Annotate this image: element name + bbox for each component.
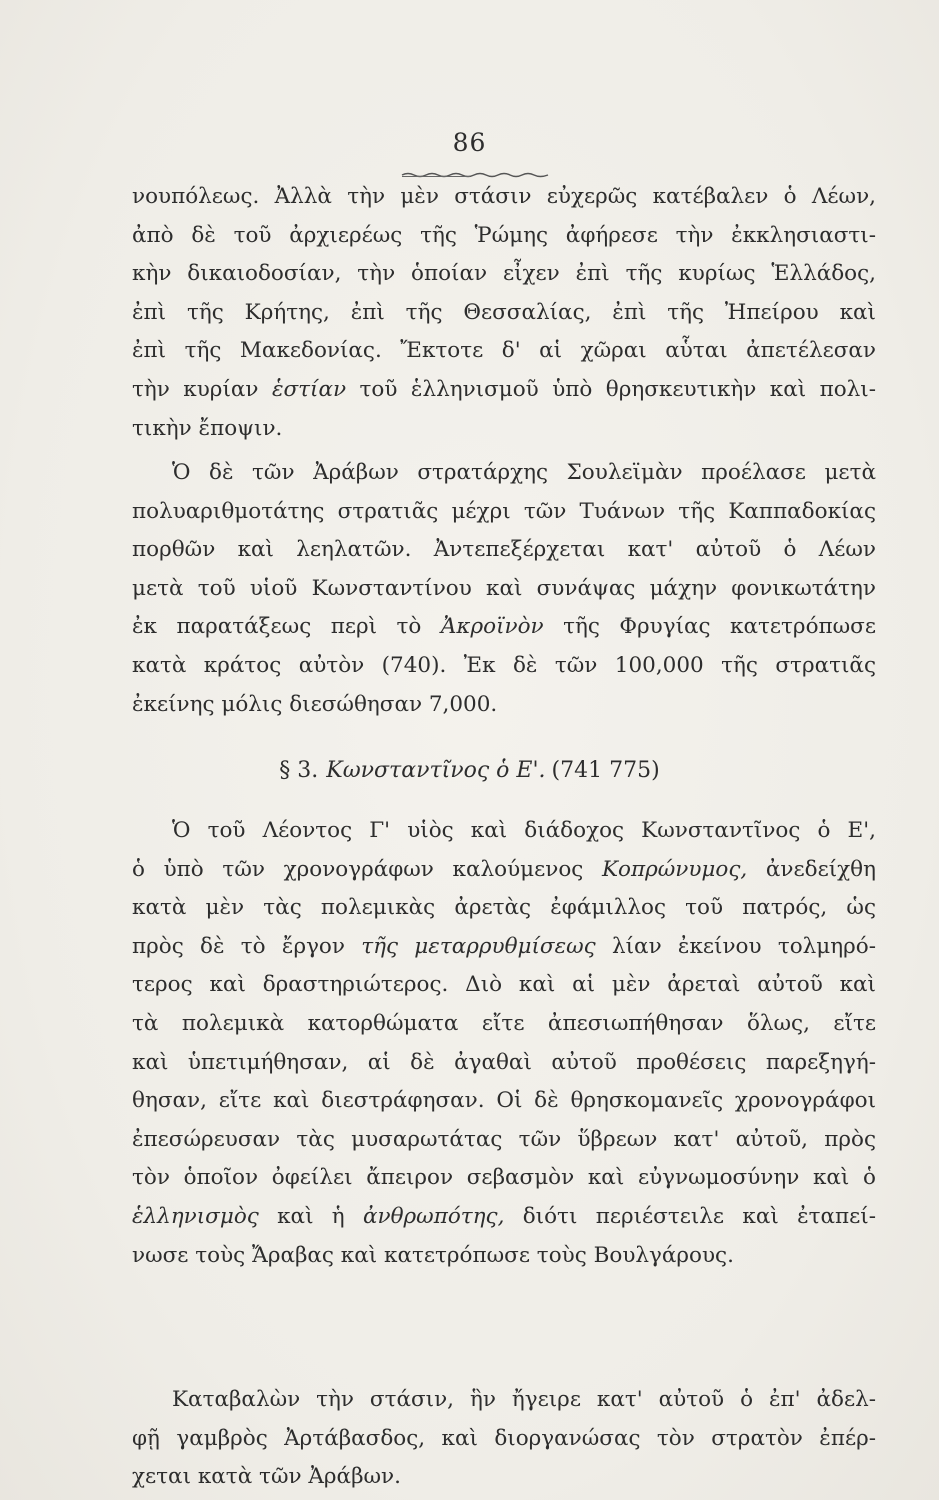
text-line: ἀπὸ δὲ τοῦ ἀρχιερέως τῆς Ῥώμης ἀφήρεσε τὴν ἐκκλησιαστι- [132, 222, 876, 248]
text-line: ἐπὶ τῆς Μακεδονίας. Ἔκτοτε δ' αἱ χῶραι αὗται ἀπετέλεσαν [132, 338, 876, 364]
text-span: τὴν κυρίαν [132, 376, 272, 402]
text-line [132, 928, 876, 967]
text-line [132, 851, 876, 890]
text-span: ἀνεδείχθη [747, 856, 876, 882]
text-line: μετὰ τοῦ υἱοῦ Κωνσταντίνου καὶ συνάψας μάχην φονικωτάτην [132, 575, 876, 601]
text-span: διότι περιέστειλε καὶ ἐταπεί- [504, 1203, 876, 1229]
text-line: τὰ πολεμικὰ κατορθώματα εἴτε ἀπεσιωπήθησαν ὅλως, εἴτε [132, 1010, 876, 1036]
text-line: τερος καὶ δραστηριώτερος. Διὸ καὶ αἱ μὲν ἀρεταὶ αὐτοῦ καὶ [132, 972, 876, 998]
italic-term: ἑλληνισμὸς [132, 1203, 259, 1229]
page-number: 86 [452, 128, 487, 157]
paragraph-4 [132, 1381, 876, 1497]
text-line: ἐπεσώρευσαν τὰς μυσαρωτάτας τῶν ὕβρεων κατ' αὐτοῦ, πρὸς [132, 1126, 876, 1152]
text-line: νουπόλεως. Ἀλλὰ τὴν μὲν στάσιν εὐχερῶς κατέβαλεν ὁ Λέων, [132, 184, 876, 209]
text-span: λίαν ἐκείνου τολμηρό- [595, 933, 876, 959]
section-number: § 3. [279, 758, 319, 783]
text-line: κὴν δικαιοδοσίαν, τὴν ὁποίαν εἶχεν ἐπὶ τῆς κυρίως Ἑλλάδος, [132, 261, 876, 287]
section-heading [0, 758, 939, 783]
text-line: τὸν ὁποῖον ὀφείλει ἄπειρον σεβασμὸν καὶ εὐγνωμοσύνην καὶ ὁ [132, 1165, 876, 1191]
text-line: τικὴν ἔποψιν. [132, 415, 283, 441]
text-line: Ὁ τοῦ Λέοντος Γ' υἱὸς καὶ διάδοχος Κωνσταντῖνος ὁ Ε', [172, 818, 876, 843]
text-line: θησαν, εἴτε καὶ διεστράφησαν. Οἱ δὲ θρησκομανεῖς χρονογράφοι [132, 1088, 876, 1114]
section-dates: (741 775) [551, 758, 660, 783]
text-line: πορθῶν καὶ λεηλατῶν. Ἀντεπεξέρχεται κατ' αὐτοῦ ὁ Λέων [132, 537, 876, 563]
text-span: ὁ ὑπὸ τῶν χρονογράφων καλούμενος [132, 856, 602, 882]
text-line: νωσε τοὺς Ἄραβας καὶ κατετρόπωσε τοὺς Βουλγάρους. [132, 1242, 734, 1268]
text-span: πρὸς δὲ τὸ ἔργον [132, 933, 362, 959]
italic-term: ἀνθρωπότης, [363, 1203, 505, 1229]
italic-term: Κοπρώνυμος, [601, 856, 748, 882]
text-line: ἐπὶ τῆς Κρήτης, ἐπὶ τῆς Θεσσαλίας, ἐπὶ τῆς Ἠπείρου καὶ [132, 299, 876, 325]
paragraph-1 [132, 178, 876, 448]
italic-term: Ἀκροϊνὸν [440, 614, 544, 640]
text-line: ἐκείνης μόλις διεσώθησαν 7,000. [132, 691, 498, 717]
text-line: Καταβαλὼν τὴν στάσιν, ἣν ἤγειρε κατ' αὐτοῦ ὁ ἐπ' ἀδελ- [172, 1387, 876, 1412]
text-line: κατὰ μὲν τὰς πολεμικὰς ἀρετὰς ἐφάμιλλος τοῦ πατρός, ὡς [132, 895, 876, 921]
text-line [132, 371, 876, 410]
text-line: φῇ γαμβρὸς Ἀρτάβασδος, καὶ διοργανώσας τὸν στρατὸν ἐπέρ- [132, 1425, 876, 1451]
text-line: πολυαριθμοτάτης στρατιᾶς μέχρι τῶν Τυάνων τῆς Καππαδοκίας [132, 498, 876, 524]
paragraph-2 [132, 454, 876, 724]
text-span: ἐκ παρατάξεως περὶ τὸ [132, 614, 441, 640]
text-line: Ὁ δὲ τῶν Ἀράβων στρατάρχης Σουλεϊμὰν προέλασε μετὰ [172, 460, 876, 485]
text-line: χεται κατὰ τῶν Ἀράβων. [132, 1464, 401, 1490]
italic-term: ἑστίαν [271, 376, 347, 402]
paragraph-3 [132, 812, 876, 1275]
text-line [132, 1198, 876, 1237]
text-span: τῆς Φρυγίας κατετρόπωσε [543, 614, 876, 640]
text-span: καὶ ἡ [258, 1203, 363, 1229]
text-line [132, 608, 876, 647]
text-span: τοῦ ἑλληνισμοῦ ὑπὸ θρησκευτικὴν καὶ πολι- [346, 376, 876, 402]
section-title: Κωνσταντῖνος ὁ Ε'. [326, 758, 546, 783]
text-line: κατὰ κράτος αὐτὸν (740). Ἐκ δὲ τῶν 100,000 τῆς στρατιᾶς [132, 652, 876, 678]
text-line: καὶ ὑπετιμήθησαν, αἱ δὲ ἀγαθαὶ αὐτοῦ προθέσεις παρεξηγή- [132, 1049, 876, 1075]
italic-term: τῆς μεταρρυθμίσεως [361, 933, 596, 959]
